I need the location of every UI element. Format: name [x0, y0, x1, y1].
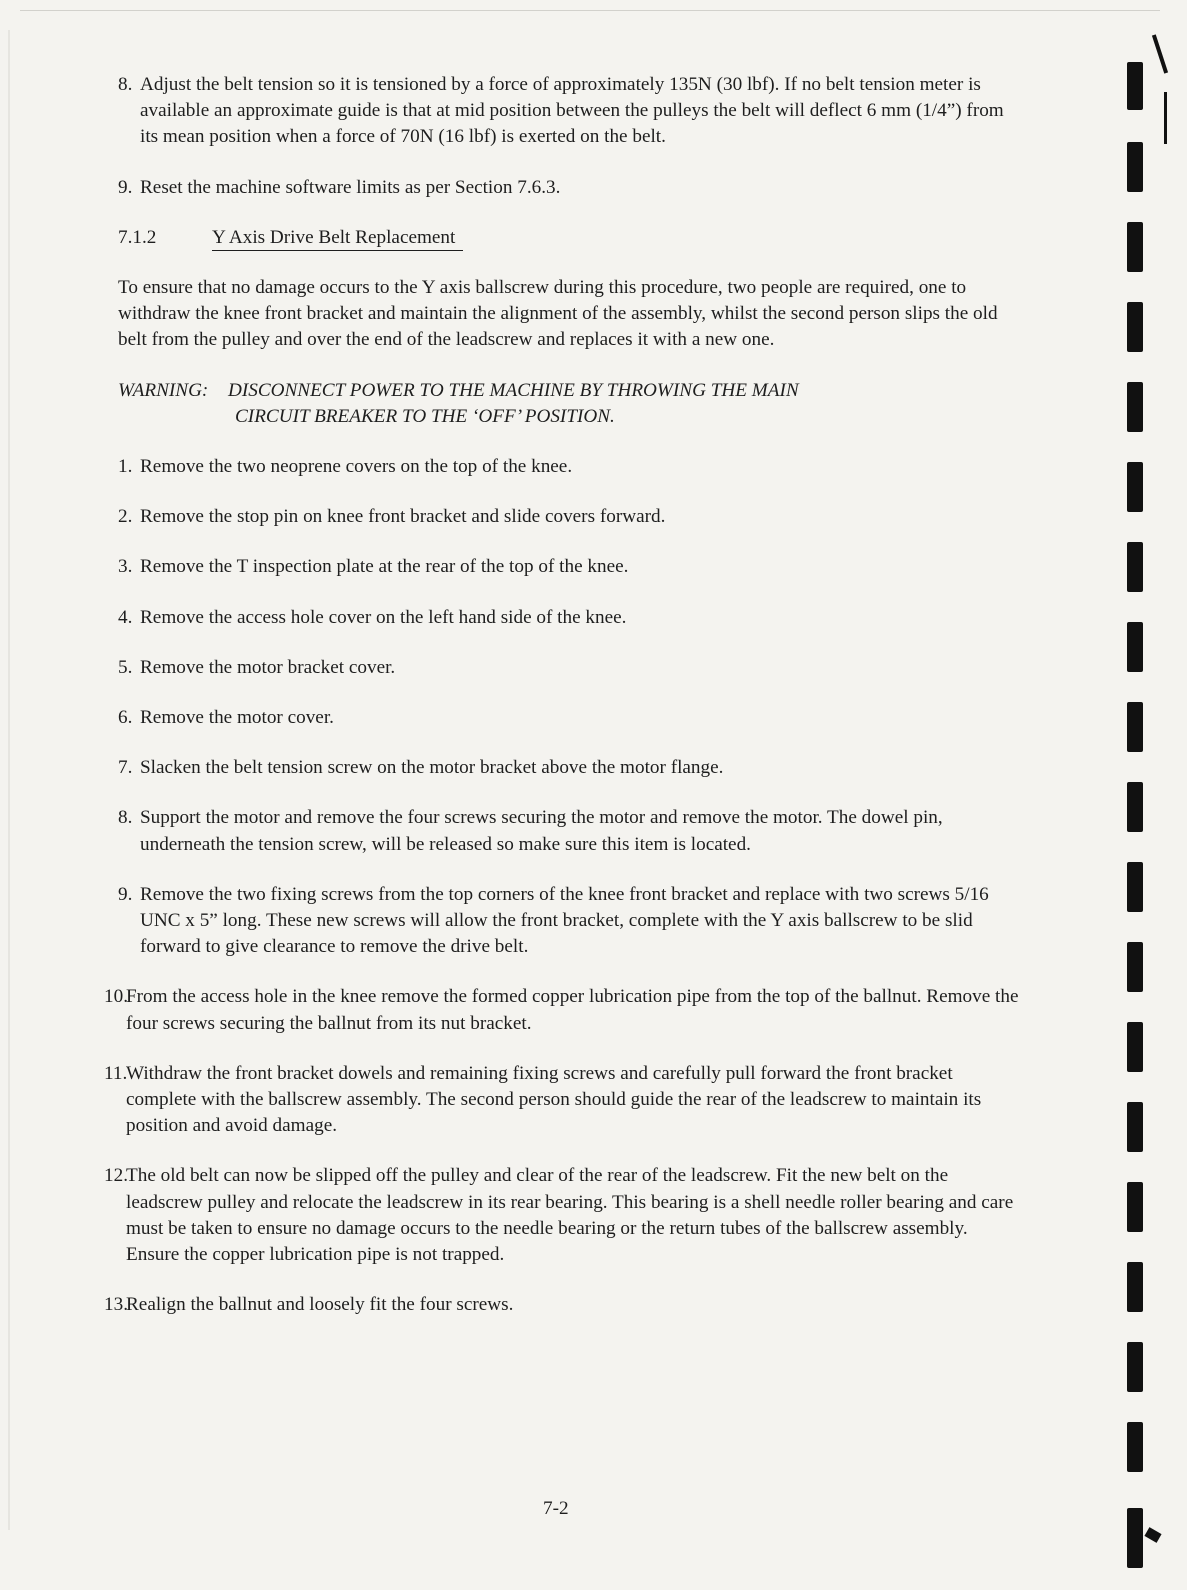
binding-hole-mark [1127, 1342, 1143, 1392]
binding-hole-mark [1127, 142, 1143, 192]
step-text: Remove the two neoprene covers on the top of the knee. [140, 456, 573, 478]
binding-hole-mark [1127, 1422, 1143, 1472]
binding-hole-mark [1127, 302, 1143, 352]
item-number: 8. [118, 74, 133, 95]
step-text: Remove the motor bracket cover. [140, 656, 396, 678]
binding-hole-mark [1127, 1182, 1143, 1232]
binding-hole-mark [1127, 862, 1143, 912]
step-number: 7. [118, 757, 133, 779]
step-number-text: 11. [104, 1062, 128, 1084]
binding-hole-mark [1127, 782, 1143, 832]
step-text: Support the motor and remove the four screws securing the motor and remove the motor. The dowel pin, underneath the tension screw, will be released so make sure this item is located. [140, 807, 943, 855]
warning-block [118, 378, 1023, 430]
binding-hole-mark [1127, 1508, 1143, 1568]
step-item [104, 1061, 1023, 1140]
binding-edge-bottom-mark [1144, 1527, 1161, 1543]
step-number: 3. [118, 556, 133, 578]
step-item [118, 882, 1023, 961]
step-item [118, 705, 1023, 731]
binding-hole-mark [1127, 62, 1143, 110]
step-item [118, 655, 1023, 681]
intro-paragraph: To ensure that no damage occurs to the Y axis ballscrew during this procedure, two people are required, one to withdraw the knee front bracket and maintain the alignment of the assembly, whilst the second person slips the old belt from the pulley and over the end of the leadscrew and replaces it with a new one. [118, 277, 998, 351]
step-item [118, 805, 1023, 857]
item-text: Adjust the belt tension so it is tensioned by a force of approximately 135N (30 lbf). If no belt tension meter is available an approximate guide is that at mid position between the pulleys the belt will deflect 6 mm (1/4”) from its mean position when a force of 70N (16 lbf) is exerted on the belt. [140, 74, 1004, 148]
step-item [118, 454, 1023, 480]
step-text: Remove the stop pin on knee front bracket and slide covers forward. [140, 506, 666, 528]
step-item [118, 605, 1023, 631]
section-heading [118, 225, 1023, 251]
step-item [118, 554, 1023, 580]
warning-text [228, 378, 1023, 430]
binding-hole-mark [1127, 222, 1143, 272]
list-item [118, 72, 1023, 151]
step-text: Realign the ballnut and loosely fit the four screws. [126, 1294, 514, 1316]
step-number: 4. [118, 606, 133, 628]
step-number [104, 1292, 126, 1318]
binding-hole-mark [1127, 1022, 1143, 1072]
step-text: Slacken the belt tension screw on the motor bracket above the motor flange. [140, 757, 724, 779]
step-text: From the access hole in the knee remove the formed copper lubrication pipe from the top of the ballnut. Remove the four screws securing the ballnut from its nut bracket. [126, 986, 1019, 1034]
step-number: 2. [118, 506, 133, 528]
item-number: 9. [118, 176, 133, 198]
binding-edge-mark [1164, 92, 1167, 144]
page-number: 7-2 [543, 1498, 569, 1519]
step-number [104, 984, 126, 1036]
warning-line-1: DISCONNECT POWER TO THE MACHINE BY THROWING THE MAIN [228, 379, 799, 401]
warning-line-2: CIRCUIT BREAKER TO THE ‘OFF’ POSITION. [235, 405, 615, 427]
binding-hole-mark [1127, 382, 1143, 432]
step-item [104, 1163, 1023, 1268]
step-number: 9. [118, 883, 133, 905]
step-text: Remove the motor cover. [140, 707, 334, 729]
section-title: Y Axis Drive Belt Replacement [212, 225, 463, 251]
binding-edge-top-mark [1152, 34, 1168, 73]
step-item [104, 1292, 1023, 1318]
step-number-text: 10. [104, 986, 128, 1008]
binding-hole-mark [1127, 1102, 1143, 1152]
binding-hole-mark [1127, 702, 1143, 752]
step-text: Withdraw the front bracket dowels and remaining fixing screws and carefully pull forward the front bracket complete with the ballscrew assembly. The second person should guide the rear of the leadscrew to maintain its position and avoid damage. [126, 1062, 982, 1137]
step-number [104, 1163, 126, 1268]
top-edge-rule [20, 10, 1160, 11]
step-text: The old belt can now be slipped off the pulley and clear of the rear of the leadscrew. Fit the new belt on the leadscrew pulley and relocate the leadscrew in its rear bearing. This bearing is a shell needle roller bearing and care must be taken to ensure no damage occurs to the needle bearing or the return tubes of the ballscrew assembly. Ensure the copper lubrication pipe is not trapped. [126, 1165, 1014, 1266]
item-text: Reset the machine software limits as per Section 7.6.3. [140, 176, 561, 198]
step-number-text: 12. [104, 1165, 128, 1187]
binding-hole-mark [1127, 1262, 1143, 1312]
step-number: 1. [118, 456, 133, 478]
step-number [104, 1061, 126, 1140]
warning-label: WARNING: [118, 379, 209, 401]
step-text: Remove the access hole cover on the left hand side of the knee. [140, 606, 627, 628]
binding-hole-mark [1127, 542, 1143, 592]
step-number: 8. [118, 807, 133, 829]
section-number: 7.1.2 [118, 226, 157, 248]
step-item [104, 984, 1023, 1036]
step-number: 6. [118, 707, 133, 729]
step-number: 5. [118, 656, 133, 678]
step-number-text: 13. [104, 1294, 128, 1316]
page-content [104, 72, 1023, 1343]
step-text: Remove the T inspection plate at the rear of the top of the knee. [140, 556, 629, 578]
binding-hole-mark [1127, 462, 1143, 512]
step-text: Remove the two fixing screws from the top corners of the knee front bracket and replace with two screws 5/16 UNC x 5” long. These new screws will allow the front bracket, complete with the Y axis ballscrew to be slid forward to give clearance to remove the drive belt. [140, 883, 989, 958]
left-edge-shadow [8, 30, 10, 1530]
binding-hole-mark [1127, 942, 1143, 992]
binding-hole-mark [1127, 622, 1143, 672]
step-item [118, 504, 1023, 530]
step-item [118, 755, 1023, 781]
list-item [118, 175, 1023, 201]
